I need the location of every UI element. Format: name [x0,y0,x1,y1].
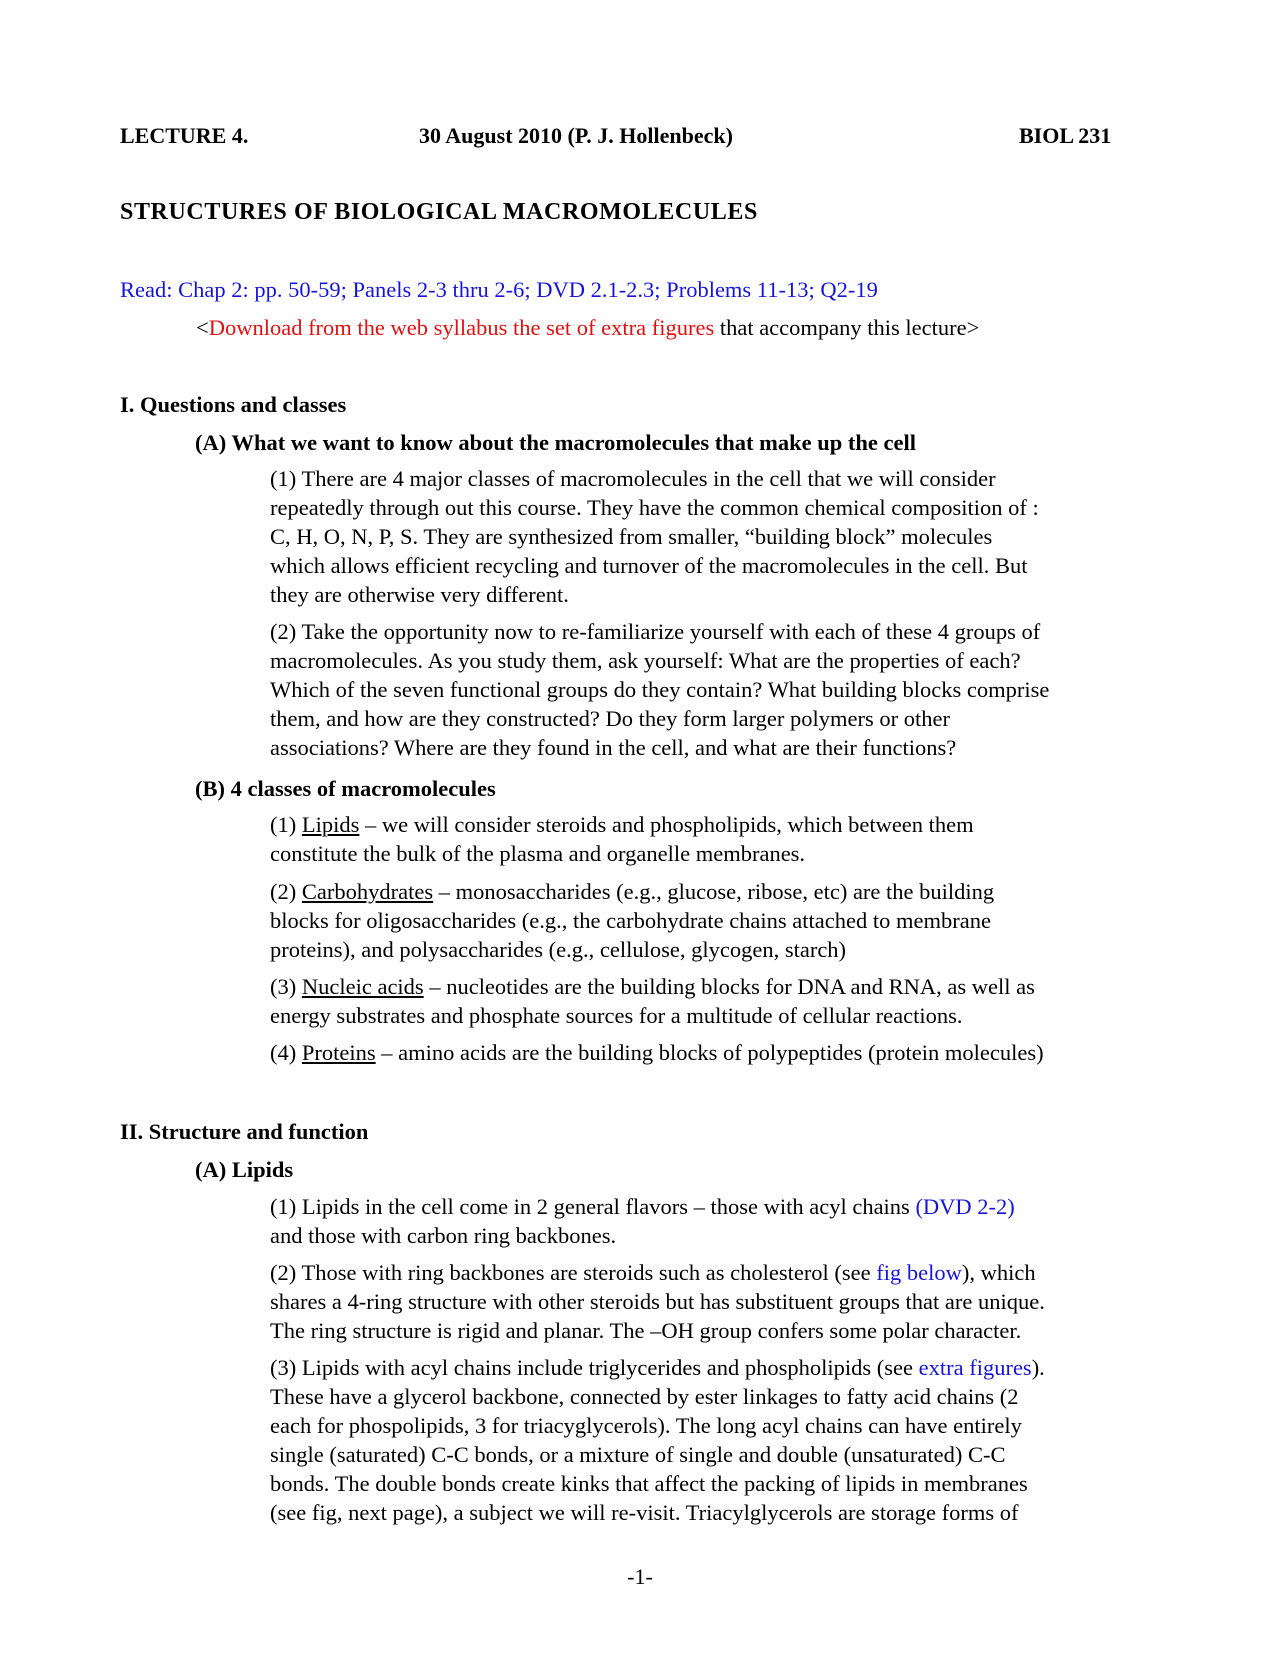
text-line: C, H, O, N, P, S. They are synthesized from smaller, “building block” molecules [270,524,993,549]
text-line [270,1192,1150,1221]
fig-below-link[interactable]: fig below [876,1260,962,1285]
proteins-item [270,1038,1150,1067]
dvd-2-2-link[interactable]: (DVD 2-2) [915,1194,1015,1219]
text-line: which allows efficient recycling and turnover of the macromolecules in the cell. But [270,553,1028,578]
text-line: associations? Where are they found in the cell, and what are their functions? [270,735,957,760]
text-line: shares a 4-ring structure with other steroids but has substituent groups that are unique. [270,1289,1045,1314]
text-line: constitute the bulk of the plasma and organelle membranes. [270,841,806,866]
text-line: (1) There are 4 major classes of macromolecules in the cell that we will consider [270,466,996,491]
text-line: These have a glycerol backbone, connected by ester linkages to fatty acid chains (2 [270,1384,1019,1409]
text-line: bonds. The double bonds create kinks that affect the packing of lipids in membranes [270,1471,1028,1496]
section-1a-paragraph-1 [270,464,1150,609]
carbohydrates-item [270,877,1150,964]
text-line: proteins), and polysaccharides (e.g., cellulose, glycogen, starch) [270,937,847,962]
section-2a-paragraph-3 [270,1353,1150,1527]
reading-assignment-link[interactable]: Read: Chap 2: pp. 50-59; Panels 2-3 thru 2-6; DVD 2.1-2.3; Problems 11-13; Q2-19 [120,277,878,302]
download-rest-text: that accompany this lecture> [714,315,980,340]
text-line [270,1353,1150,1382]
item-text: ). [1031,1355,1045,1380]
text-line [270,1258,1150,1287]
page-number: -1- [627,1564,653,1589]
download-extra-figures-link[interactable]: Download from the web syllabus the set of extra figures [208,315,715,340]
text-line: energy substrates and phosphate sources for a multitude of cellular reactions. [270,1003,963,1028]
text-line: repeatedly through out this course. They have the common chemical composition of : [270,495,1039,520]
text-line [270,972,1150,1001]
carbohydrates-term: Carbohydrates [301,879,434,904]
text-line: they are otherwise very different. [270,582,569,607]
text-line: them, and how are they constructed? Do they form larger polymers or other [270,706,950,731]
text-line: (see fig, next page), a subject we will re-visit. Triacylglycerols are storage forms of [270,1500,1019,1525]
text-line: each for phospolipids, 3 for triacyglycerols). The long acyl chains can have entirely [270,1413,1022,1438]
lecture-date-author: 30 August 2010 (P. J. Hollenbeck) [419,123,733,148]
text-line: Which of the seven functional groups do they contain? What building blocks comprise [270,677,1050,702]
text-line: (2) Take the opportunity now to re-familiarize yourself with each of these 4 groups of [270,619,1041,644]
item-text: (3) Lipids with acyl chains include triglycerides and phospholipids (see [270,1355,919,1380]
text-line: blocks for oligosaccharides (e.g., the carbohydrate chains attached to membrane [270,908,991,933]
nucleic-acids-item [270,972,1150,1030]
page-title: STRUCTURES OF BIOLOGICAL MACROMOLECULES [120,199,758,225]
item-text: – amino acids are the building blocks of polypeptides (protein molecules) [375,1040,1044,1065]
text-line: single (saturated) C-C bonds, or a mixture of single and double (unsaturated) C-C [270,1442,1006,1467]
text-line: and those with carbon ring backbones. [270,1223,617,1248]
item-text: (1) Lipids in the cell come in 2 general flavors – those with acyl chains [270,1194,916,1219]
lecture-number: LECTURE 4. [120,123,249,148]
lipids-term: Lipids [301,812,360,837]
item-text: ), which [961,1260,1036,1285]
course-code: BIOL 231 [1019,123,1112,148]
section-1-heading: I. Questions and classes [120,392,347,417]
section-2a-paragraph-1 [270,1192,1150,1250]
download-open-bracket: < [196,315,209,340]
section-2-heading: II. Structure and function [120,1119,369,1144]
item-number: (1) [270,812,302,837]
item-text: – nucleotides are the building blocks for DNA and RNA, as well as [423,974,1035,999]
text-line [270,877,1150,906]
item-text: (2) Those with ring backbones are steroids such as cholesterol (see [270,1260,877,1285]
lipids-item [270,810,1150,868]
section-1a-paragraph-2 [270,617,1150,762]
download-line [196,313,979,342]
item-number: (3) [270,974,302,999]
text-line [270,810,1150,839]
text-line [270,1038,1150,1067]
proteins-term: Proteins [301,1040,376,1065]
item-text: – we will consider steroids and phospholipids, which between them [359,812,974,837]
text-line: macromolecules. As you study them, ask yourself: What are the properties of each? [270,648,1021,673]
text-line: The ring structure is rigid and planar. The –OH group confers some polar character. [270,1318,1022,1343]
item-text: – monosaccharides (e.g., glucose, ribose, etc) are the building [433,879,995,904]
item-number: (2) [270,879,302,904]
extra-figures-link[interactable]: extra figures [918,1355,1032,1380]
section-2a-heading: (A) Lipids [195,1157,294,1182]
section-1a-heading: (A) What we want to know about the macromolecules that make up the cell [195,430,916,455]
section-1b-heading: (B) 4 classes of macromolecules [195,776,496,801]
section-2a-paragraph-2 [270,1258,1150,1345]
item-number: (4) [270,1040,302,1065]
nucleic-acids-term: Nucleic acids [301,974,424,999]
